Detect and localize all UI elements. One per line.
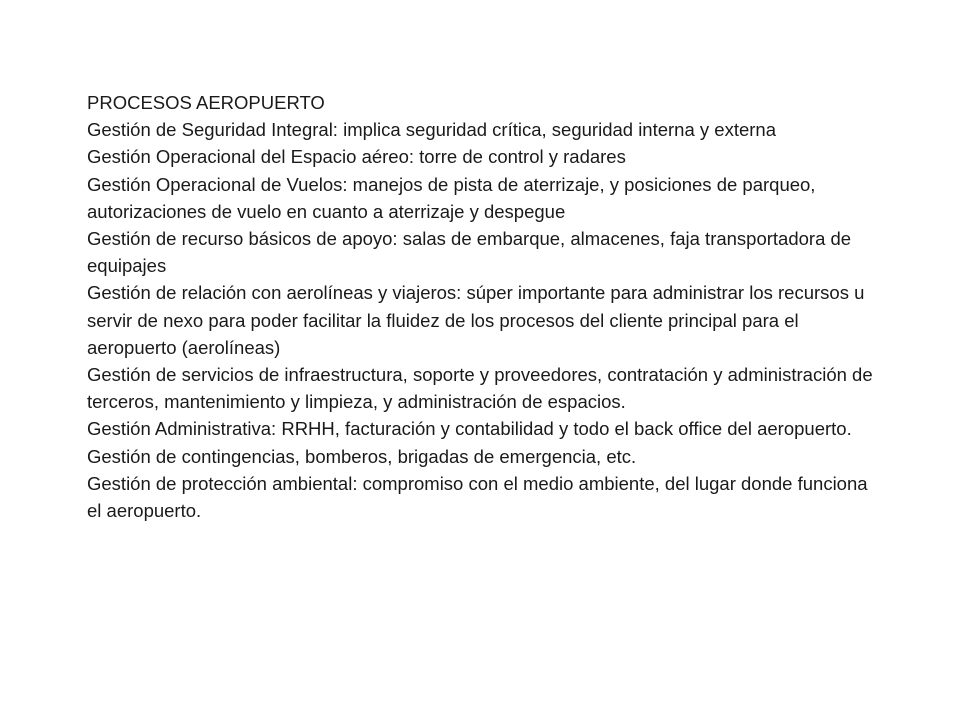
slide-text-block	[87, 89, 887, 524]
slide-title: PROCESOS AEROPUERTO	[87, 92, 325, 113]
process-item-airline-relations: Gestión de relación con aerolíneas y viajeros: súper importante para administrar los recursos u servir de nexo para poder facilitar la fluidez de los procesos del cliente principal para el aeropuerto (aerolíneas)	[87, 282, 865, 358]
process-item-security: Gestión de Seguridad Integral: implica seguridad crítica, seguridad interna y externa	[87, 119, 776, 141]
process-item-support-resources: Gestión de recurso básicos de apoyo: salas de embarque, almacenes, faja transportadora de equipajes	[87, 228, 852, 277]
process-item-flights: Gestión Operacional de Vuelos: manejos de pista de aterrizaje, y posiciones de parqueo, autorizaciones de vuelo en cuanto a aterrizaje y despegue	[87, 173, 816, 222]
process-item-airspace: Gestión Operacional del Espacio aéreo: torre de control y radares	[87, 146, 626, 168]
process-item-infrastructure: Gestión de servicios de infraestructura, soporte y proveedores, contratación y administración de terceros, mantenimiento y limpieza, y administración de espacios.	[87, 364, 873, 413]
process-item-environmental: Gestión de protección ambiental: compromiso con el medio ambiente, del lugar donde funciona el aeropuerto.	[87, 472, 868, 522]
process-item-administrative: Gestión Administrativa: RRHH, facturación y contabilidad y todo el back office del aeropuerto.	[87, 418, 852, 440]
process-item-contingencies: Gestión de contingencias, bomberos, brigadas de emergencia, etc.	[87, 445, 637, 467]
